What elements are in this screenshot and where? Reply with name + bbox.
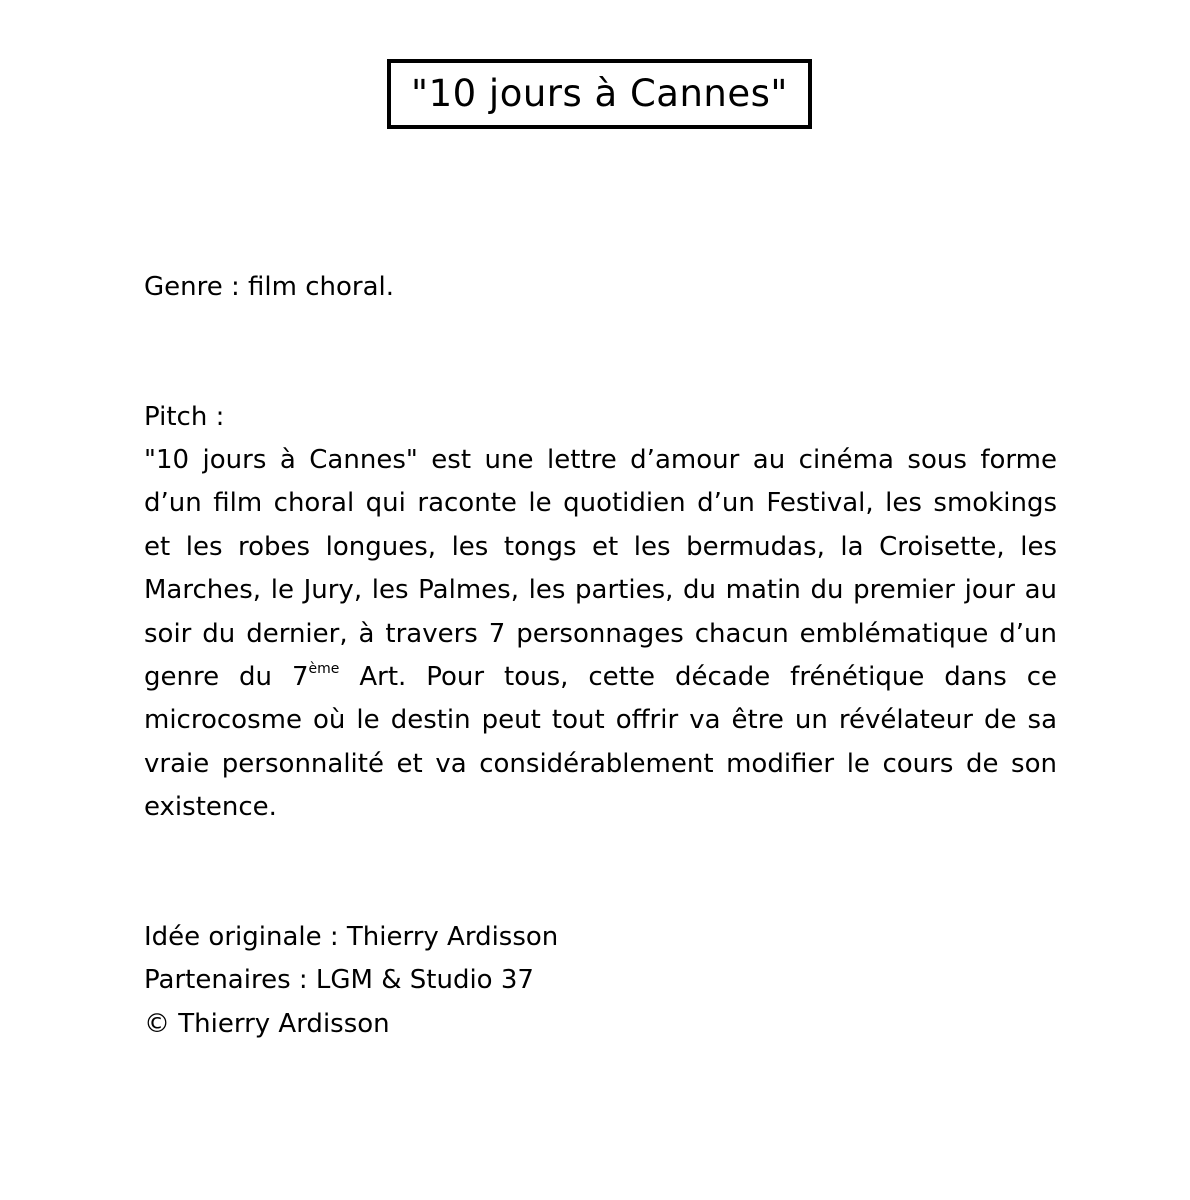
original-idea-line: Idée originale : Thierry Ardisson — [144, 922, 559, 952]
partners-line: Partenaires : LGM & Studio 37 — [144, 965, 534, 996]
pitch-text-start: "10 jours à Cannes" est une lettre d’amour au cinéma sous forme d’un film choral qui raconte le quotidien d’un Festival, les smokings et les robes longues, les tongs et les bermudas, la Croisette, les Marches, le Jury, les Palmes, les parties, du matin du premier jour au soir du dernier, à travers 7 personnages chacun emblématique d’un genre du 7 — [144, 445, 1057, 693]
pitch-superscript: ème — [308, 661, 340, 678]
credits-block — [144, 916, 1057, 1046]
pitch-label: Pitch : — [144, 402, 225, 432]
title-box — [387, 59, 812, 129]
document-title: "10 jours à Cannes" — [411, 71, 788, 115]
copyright-line: © Thierry Ardisson — [144, 1008, 390, 1039]
pitch-text-end: Art. Pour tous, cette décade frénétique dans ce microcosme où le destin peut tout offrir va être un révélateur de sa vraie personnalité et va considérablement modifier le cours de son existence. — [144, 662, 1057, 823]
genre-line: Genre : film choral. — [144, 272, 395, 302]
pitch-paragraph — [144, 439, 1057, 830]
